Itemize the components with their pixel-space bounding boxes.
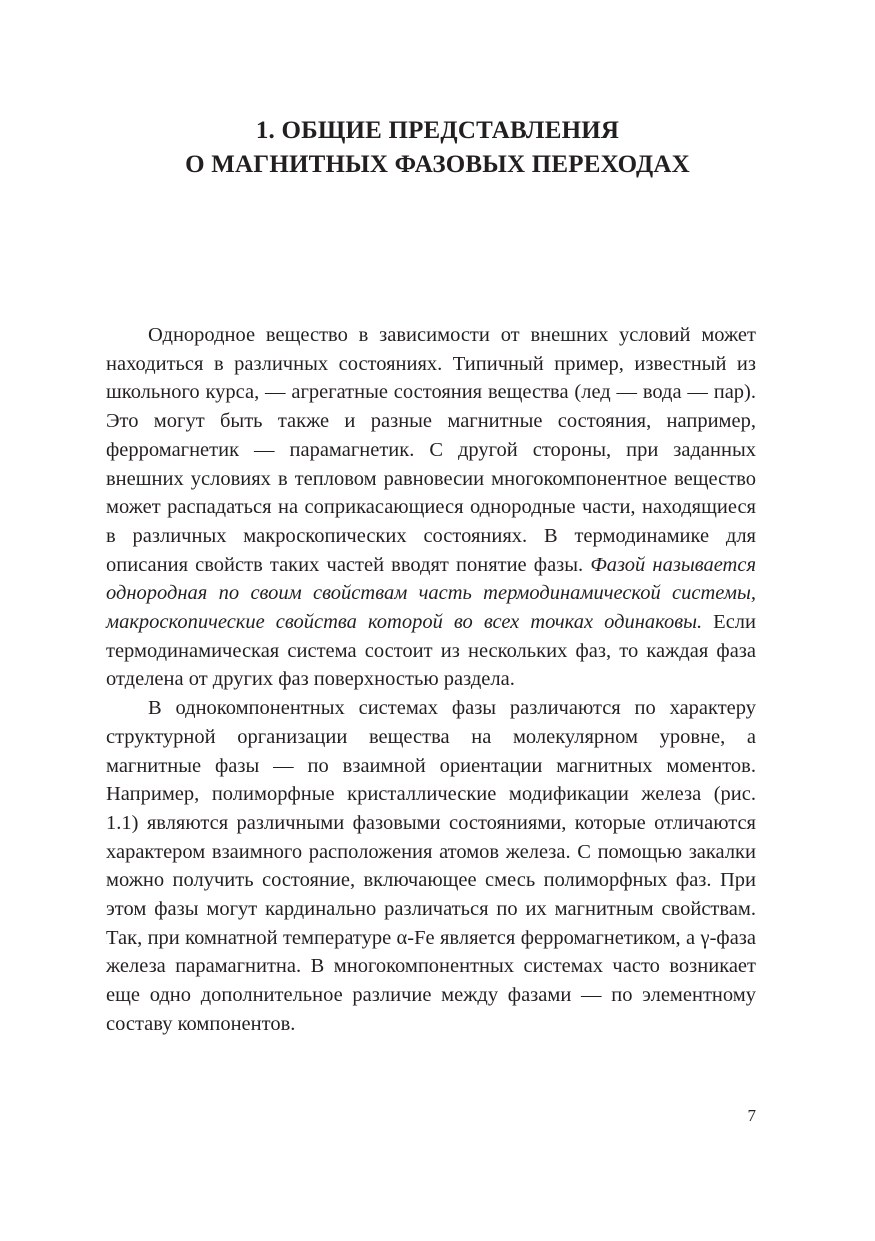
chapter-body	[106, 321, 756, 1039]
chapter-title-line-1: 1. ОБЩИЕ ПРЕДСТАВЛЕНИЯ	[255, 117, 620, 144]
page-number: 7	[747, 1106, 756, 1125]
paragraph-1-text-before: Однородное вещество в зависимости от внешних условий может находиться в различных состояниях. Типичный пример, известный из школьного курса, — агрегатные состояния вещества (лед — вода — пар). Это могут быть также и разные магнитные состояния, например, ферромагнетик — парамагнетик. С другой стороны, при заданных внешних условиях в тепловом равновесии многокомпонентное вещество может распадаться на соприкасающиеся однородные части, находящиеся в различных макроскопических состояниях. В термодинамике для описания свойств таких частей вводят понятие фазы.	[106, 324, 756, 576]
paragraph-magnetic-phases	[106, 694, 756, 1038]
chapter-title	[0, 114, 875, 182]
paragraph-phase-definition	[106, 321, 756, 694]
chapter-title-line-2: О МАГНИТНЫХ ФАЗОВЫХ ПЕРЕХОДАХ	[185, 151, 690, 178]
paragraph-1-text-after: Если термодинамическая система состоит из нескольких фаз, то каждая фаза отделена от других фаз поверхностью раздела.	[106, 611, 756, 691]
paragraph-2-text: В однокомпонентных системах фазы различаются по характеру структурной организации вещества на молекулярном уровне, а магнитные фазы — по взаимной ориентации магнитных моментов. Например, полиморфные кристаллические модификации железа (рис. 1.1) являются различными фазовыми состояниями, которые отличаются характером взаимного расположения атомов железа. С помощью закалки можно получить состояние, включающее смесь полиморфных фаз. При этом фазы могут кардинально различаться по их магнитным свойствам. Так, при комнатной температуре α-Fe является ферромагнетиком, а γ-фаза железа парамагнитна. В многокомпонентных системах часто возникает еще одно дополнительное различие между фазами — по элементному составу компонентов.	[106, 697, 756, 1035]
phase-definition-italic: Фазой называется однородная по своим свойствам часть термодинамической системы, макроскопические свойства которой во всех точках одинаковы.	[106, 553, 756, 634]
